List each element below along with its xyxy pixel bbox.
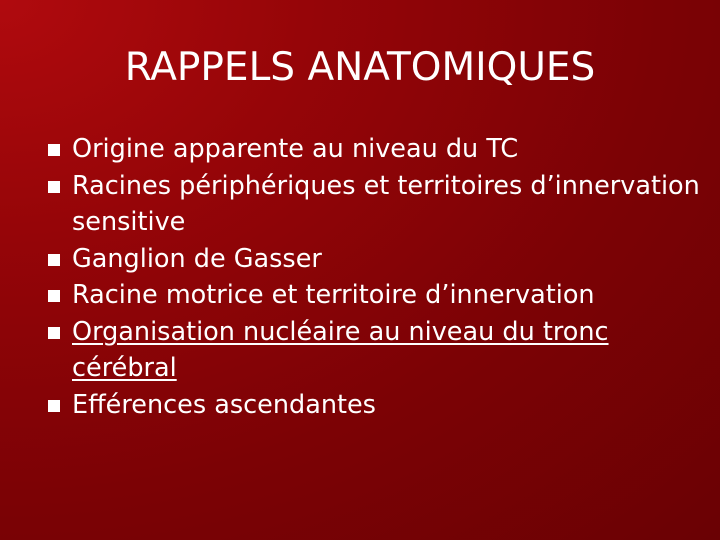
square-bullet-icon <box>48 400 60 412</box>
bullet-list <box>48 131 708 423</box>
square-bullet-icon <box>48 290 60 302</box>
slide-title: RAPPELS ANATOMIQUES <box>124 45 596 90</box>
bullet-text: Racine motrice et territoire d’innervation <box>72 280 595 310</box>
square-bullet-icon <box>48 181 60 193</box>
square-bullet-icon <box>48 254 60 266</box>
bullet-text: Origine apparente au niveau du TC <box>72 134 519 164</box>
bullet-item <box>48 277 708 314</box>
bullet-item <box>48 387 708 424</box>
bullet-text: Efférences ascendantes <box>72 389 376 420</box>
bullet-item <box>48 168 708 241</box>
bullet-text: Racines périphériques et territoires d’innervation sensitive <box>72 170 700 237</box>
square-bullet-icon <box>48 327 60 339</box>
bullet-item <box>48 314 708 387</box>
bullet-item <box>48 241 708 278</box>
bullet-link-text[interactable]: Organisation nucléaire au niveau du tronc cérébral <box>72 316 609 383</box>
bullet-text: Ganglion de Gasser <box>72 243 322 274</box>
bullet-item <box>48 131 708 168</box>
square-bullet-icon <box>48 144 60 156</box>
